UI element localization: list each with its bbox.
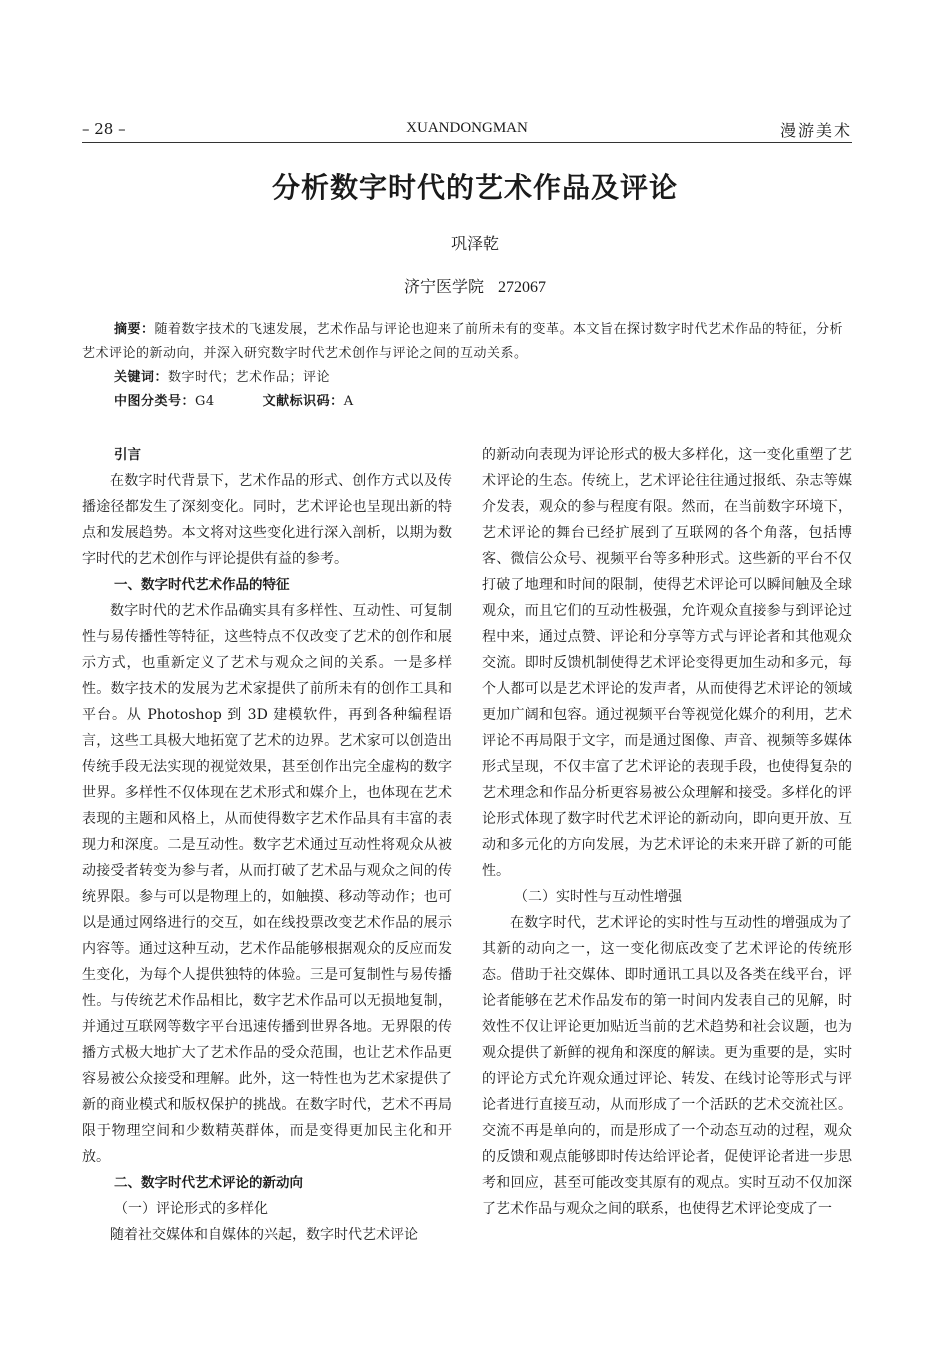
right-column (482, 442, 852, 1312)
doc-code-label: 文献标识码： (262, 394, 344, 409)
class-label: 中图分类号： (114, 394, 196, 409)
affiliation (0, 274, 950, 297)
affiliation-zip: 272067 (498, 279, 546, 296)
subsection1-paragraph-start: 随着社交媒体和自媒体的兴起，数字时代艺术评论 (110, 1227, 418, 1243)
classification-line (82, 390, 852, 414)
abstract-text: 随着数字技术的飞速发展，艺术作品与评论也迎来了前所未有的变革。本文旨在探讨数字时代艺术作品的特征，分析艺术评论的新动向，并深入研究数字时代艺术创作与评论之间的互动关系。 (82, 322, 844, 361)
section1-paragraph: 数字时代的艺术作品确实具有多样性、互动性、可复制性与易传播性等特征，这些特点不仅改变了艺术的创作和展示方式，也重新定义了艺术与观众之间的关系。一是多样性。数字技术的发展为艺术家提供了前所未有的创作工具和平台。从 Photoshop 到 3D 建模软件，再到各种编程语言，这些工具极大地拓宽了艺术的边界。艺术家可以创造出传统手段无法实现的视觉效果，甚至创作出完全虚构的数字世界。多样性不仅体现在艺术形式和媒介上，也体现在艺术表现的主题和风格上，从而使得数字艺术作品具有丰富的表现力和深度。二是互动性。数字艺术通过互动性将观众从被动接受者转变为参与者，从而打破了艺术品与观众之间的传统界限。参与可以是物理上的，如触摸、移动等动作；也可以是通过网络进行的交互，如在线投票改变艺术作品的展示内容等。通过这种互动，艺术作品能够根据观众的反应而发生变化，为每个人提供独特的体验。三是可复制性与易传播性。与传统艺术作品相比，数字艺术作品可以无损地复制，并通过互联网等数字平台迅速传播到世界各地。无界限的传播方式极大地扩大了艺术作品的受众范围，也让艺术作品更容易被公众接受和理解。此外，这一特性也为艺术家提供了新的商业模式和版权保护的挑战。在数字时代，艺术不再局限于物理空间和少数精英群体，而是变得更加民主化和开放。 (82, 603, 452, 1165)
affiliation-name: 济宁医学院 (403, 277, 484, 296)
keywords-line (82, 366, 852, 390)
running-header (82, 118, 852, 143)
keywords-label: 关键词： (114, 370, 169, 385)
abstract-block (82, 318, 852, 414)
left-column (82, 442, 452, 1312)
abstract-paragraph (82, 318, 852, 366)
keywords-text: 数字时代；艺术作品；评论 (168, 370, 331, 385)
page-number: – 28 – (82, 120, 126, 138)
intro-heading: 引言 (114, 447, 141, 463)
subsection1-heading: （一）评论形式的多样化 (114, 1201, 268, 1217)
subsection2-heading: （二）实时性与互动性增强 (514, 889, 682, 905)
author-name: 巩泽乾 (450, 234, 499, 253)
subsection1-paragraph-cont: 的新动向表现为评论形式的极大多样化，这一变化重塑了艺术评论的生态。传统上，艺术评论往往通过报纸、杂志等媒介发表，观众的参与程度有限。然而，在当前数字环境下，艺术评论的舞台已经扩展到了互联网的各个角落，包括博客、微信公众号、视频平台等多种形式。这些新的平台不仅打破了地理和时间的限制，使得艺术评论可以瞬间触及全球观众，而且它们的互动性极强，允许观众直接参与到评论过程中来，通过点赞、评论和分享等方式与评论者和其他观众交流。即时反馈机制使得艺术评论变得更加生动和多元，每个人都可以是艺术评论的发声者，从而使得艺术评论的领域更加广阔和包容。通过视频平台等视觉化媒介的利用，艺术评论不再局限于文字，而是通过图像、声音、视频等多媒体形式呈现，不仅丰富了艺术评论的表现手段，也使得复杂的艺术理念和作品分析更容易被公众理解和接受。多样化的评论形式体现了数字时代艺术评论的新动向，即向更开放、互动和多元化的方向发展，为艺术评论的未来开辟了新的可能性。 (482, 447, 852, 879)
class-value: G4 (195, 394, 215, 409)
journal-name-cn: 漫游美术 (779, 121, 852, 140)
doc-code-value: A (343, 394, 354, 409)
section1-heading: 一、数字时代艺术作品的特征 (114, 577, 290, 593)
abstract-label: 摘要： (114, 322, 155, 337)
intro-paragraph: 在数字时代背景下，艺术作品的形式、创作方式以及传播途径都发生了深刻变化。同时，艺术评论也呈现出新的特点和发展趋势。本文将对这些变化进行深入剖析，以期为数字时代的艺术创作与评论提供有益的参考。 (82, 473, 452, 567)
article-title: 分析数字时代的艺术作品及评论 (271, 171, 678, 204)
journal-name: XUANDONGMAN (406, 120, 528, 136)
section2-heading: 二、数字时代艺术评论的新动向 (114, 1175, 303, 1191)
subsection2-paragraph: 在数字时代，艺术评论的实时性与互动性的增强成为了其新的动向之一，这一变化彻底改变了艺术评论的传统形态。借助于社交媒体、即时通讯工具以及各类在线平台，评论者能够在艺术作品发布的第一时间内发表自己的见解，时效性不仅让评论更加贴近当前的艺术趋势和社会议题，也为观众提供了新鲜的视角和深度的解读。更为重要的是，实时的评论方式允许观众通过评论、转发、在线讨论等形式与评论者进行直接互动，从而形成了一个活跃的艺术交流社区。交流不再是单向的，而是形成了一个动态互动的过程，观众的反馈和观点能够即时传达给评论者，促使评论者进一步思考和回应，甚至可能改变其原有的观点。实时互动不仅加深了艺术作品与观众之间的联系，也使得艺术评论变成了一 (482, 915, 852, 1217)
